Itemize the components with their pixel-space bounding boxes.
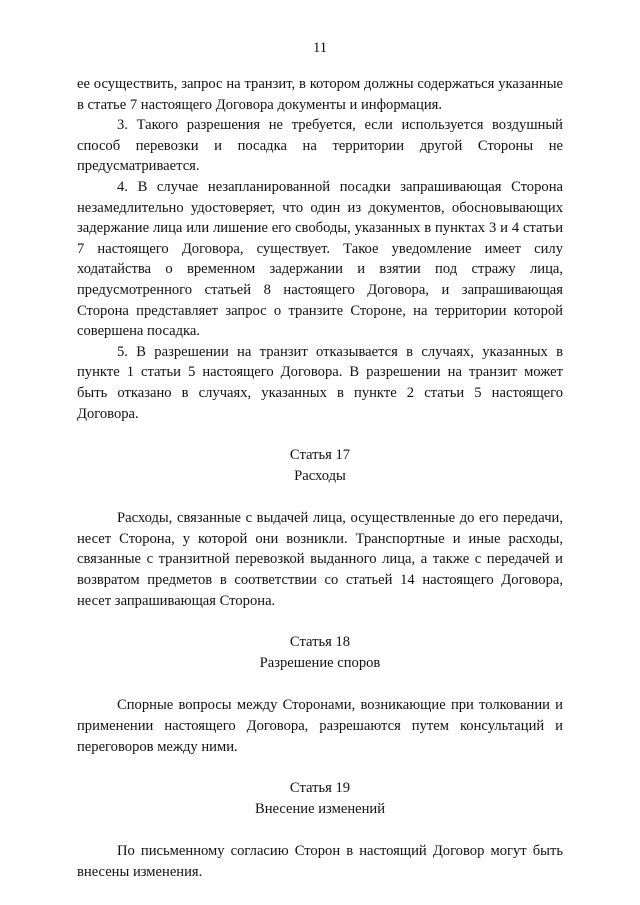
paragraph-item-4: 4. В случае незапланированной посадки запрашивающая Сторона незамедлительно удостоверяет, что один из документов, обосновывающих задержание лица или лишение его свободы, указанных в пунктах 3 и 4 статьи 7 настоящего Договора, существует. Такое уведомление имеет силу ходатайства о временном задержании и взятии под стражу лица, предусмотренного статьей 8 настоящего Договора, и запрашивающая Сторона представляет запрос о транзите Стороне, на территории которой совершена посадка. [77, 178, 563, 340]
article-number-heading: Статья 17 [289, 447, 351, 464]
article-paragraph: Спорные вопросы между Сторонами, возникающие при толковании и применении настоящего Договора, разрешаются путем консультаций и переговоров между ними. [77, 697, 563, 755]
article-title-heading: Разрешение споров [259, 654, 381, 671]
article-19 [77, 778, 563, 882]
article-title-heading: Расходы [294, 467, 346, 484]
paragraph-item-3: 3. Такого разрешения не требуется, если используется воздушный способ перевозки и посадка на территории другой Стороны не предусматривается. [77, 117, 563, 175]
paragraph-continuation: ее осуществить, запрос на транзит, в котором должны содержаться указанные в статье 7 настоящего Договора документы и информация. [77, 76, 563, 113]
article-number-heading: Статья 19 [289, 780, 351, 797]
article-paragraph: По письменному согласию Сторон в настоящий Договор могут быть внесены изменения. [77, 843, 563, 880]
page-number: 11 [312, 40, 328, 56]
document-body [77, 74, 563, 883]
article-number-heading: Статья 18 [289, 634, 351, 651]
paragraph-item-5: 5. В разрешении на транзит отказывается в случаях, указанных в пункте 1 статьи 5 настоящего Договора. В разрешении на транзит может быть отказано в случаях, указанных в пункте 2 статьи 5 настоящего Договора. [77, 343, 563, 422]
article-paragraph: Расходы, связанные с выдачей лица, осуществленные до его передачи, несет Сторона, у которой они возникли. Транспортные и иные расходы, связанные с транзитной перевозкой выданного лица, а также с передачей и возвратом предметов в соответствии со статьей 14 настоящего Договора, несет запрашивающая Сторона. [77, 510, 563, 609]
article-title-heading: Внесение изменений [254, 800, 386, 817]
article-17 [77, 445, 563, 611]
article-18 [77, 632, 563, 757]
